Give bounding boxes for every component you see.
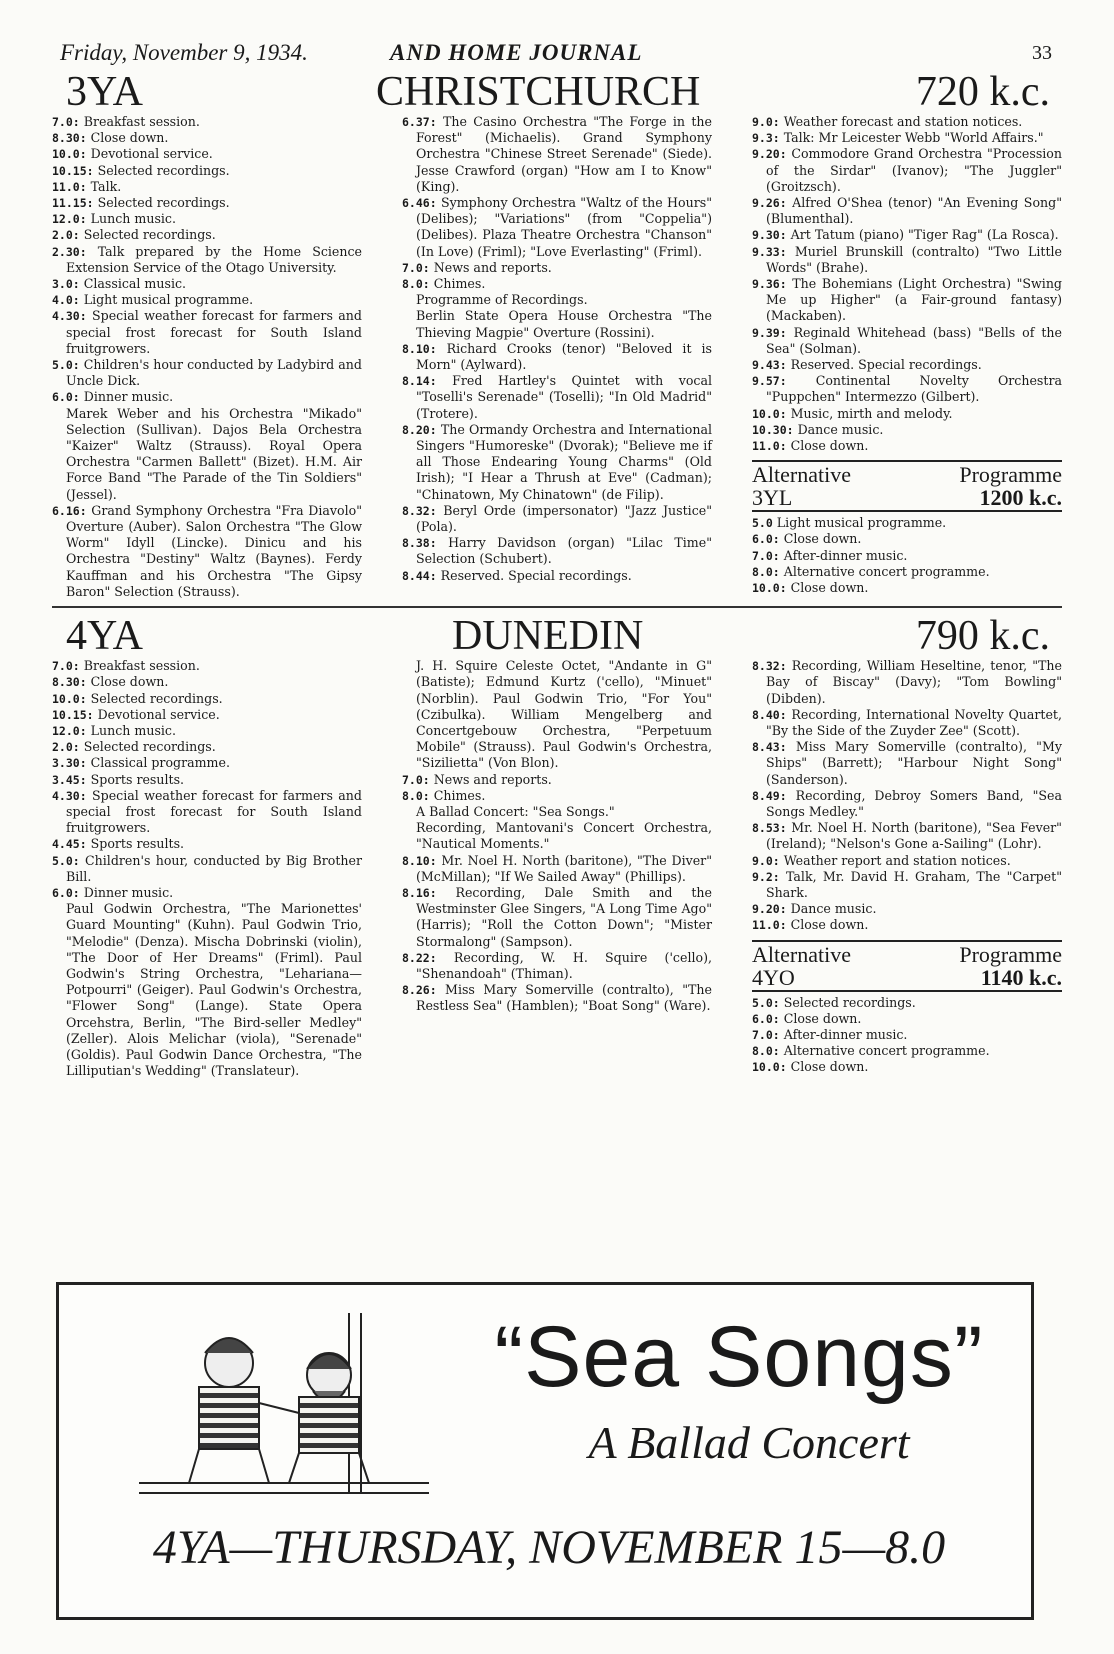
alt-programme-list — [752, 995, 1062, 1076]
programme-text: Special weather forecast for farmers and special frost forecast for South Island fruitgrowers. — [66, 787, 362, 836]
programme-entry — [402, 276, 712, 292]
programme-list — [752, 658, 1062, 933]
programme-time: 10.0: — [752, 1060, 787, 1075]
programme-text: Sports results. — [90, 771, 185, 787]
programme-text: Close down. — [790, 580, 869, 596]
programme-entry — [52, 503, 362, 600]
programme-entry — [52, 406, 362, 503]
programme-time: 10.30: — [752, 422, 794, 437]
publication-title: AND HOME JOURNAL — [390, 40, 643, 65]
programme-text: Selected recordings. — [97, 195, 230, 211]
programme-text: Reginald Whitehead (bass) "Bells of the Sea" (Solman). — [766, 324, 1062, 356]
programme-entry — [752, 1043, 1062, 1059]
programme-time: 11.0: — [752, 439, 787, 454]
programme-text: Selected recordings. — [90, 690, 223, 706]
programme-time: 7.0: — [52, 115, 80, 129]
programme-entry — [752, 788, 1062, 820]
programme-text: Lunch music. — [90, 211, 176, 227]
programme-time: 5.0: — [52, 358, 80, 373]
programme-entry — [752, 901, 1062, 917]
programme-entry — [752, 227, 1062, 243]
programme-text: Breakfast session. — [83, 114, 200, 129]
programme-entry — [402, 772, 712, 788]
programme-time: 8.53: — [752, 821, 787, 836]
programme-entry — [752, 438, 1062, 454]
programme-text: News and reports. — [433, 771, 552, 787]
programme-time: 6.0: — [752, 1011, 780, 1026]
programme-entry — [752, 869, 1062, 901]
programme-entry — [752, 739, 1062, 788]
programme-time: 7.0: — [402, 772, 430, 787]
programme-text: Continental Novelty Orchestra "Puppchen" Intermezzo (Gilbert). — [766, 373, 1062, 405]
page — [52, 36, 1062, 1079]
programme-entry — [752, 580, 1062, 596]
programme-entry — [52, 244, 362, 276]
programme-entry — [52, 674, 362, 690]
programme-entry — [752, 995, 1062, 1011]
programme-entry — [52, 276, 362, 292]
programme-text: Weather report and station notices. — [783, 852, 1011, 868]
alt-word-alternative: Alternative — [752, 462, 851, 488]
programme-entry — [52, 292, 362, 308]
programme-text: J. H. Squire Celeste Octet, "Andante in G" (Batiste); Edmund Kurtz ('cello), "Minuet" (Norblin). Paul Godwin Trio, "For You" (Czibulka). William Mengelberg and Concertgebouw Orchestra, "Perpetuum Mobile" (Strauss). Paul Godwin's Orchestra, "Sizilietta" (Von Blon). — [416, 658, 712, 771]
programme-entry — [752, 917, 1062, 933]
programme-entry — [402, 535, 712, 567]
programme-text: Beryl Orde (impersonator) "Jazz Justice" (Pola). — [416, 502, 712, 535]
station-call-sign: 3YA — [66, 69, 144, 115]
programme-text: Breakfast session. — [83, 658, 200, 674]
programme-time: 9.0: — [752, 853, 780, 868]
programme-entry — [752, 406, 1062, 422]
programme-time: 8.32: — [752, 659, 787, 674]
programme-text: Art Tatum (piano) "Tiger Rag" (La Rosca). — [790, 227, 1059, 243]
programme-entry — [752, 373, 1062, 405]
alt-heading — [752, 464, 1062, 486]
programme-columns-4ya — [52, 658, 1062, 1079]
station-city: CHRISTCHURCH — [376, 69, 701, 115]
programme-time: 8.22: — [402, 950, 437, 965]
programme-text: The Bohemians (Light Orchestra) "Swing Me up Higher" (a Fair-ground fantasy) (Mackaben). — [766, 276, 1062, 324]
programme-text: A Ballad Concert: "Sea Songs." — [416, 803, 615, 819]
programme-entry — [52, 901, 362, 1079]
programme-entry — [402, 114, 712, 195]
alt-call-sign: 3YL — [752, 485, 793, 511]
programme-entry — [752, 244, 1062, 276]
programme-text: Close down. — [90, 130, 169, 146]
programme-time: 9.36: — [752, 277, 787, 292]
station-call-sign: 4YA — [66, 613, 144, 660]
programme-time: 9.3: — [752, 131, 780, 146]
programme-text: Talk. — [90, 178, 122, 194]
programme-text: Lunch music. — [90, 722, 176, 738]
programme-time: 10.0: — [752, 581, 787, 596]
programme-entry — [402, 292, 712, 308]
programme-entry — [52, 772, 362, 788]
programme-text: Paul Godwin Orchestra, "The Marionettes' Guard Mounting" (Kuhn). Paul Godwin Trio, "Melodie" (Denza). Mischa Dobrinski (violin), "The Door of Her Dreams" (Friml). Paul Godwin's String Orchestra, "Lehariana—Potpourri" (Geiger). Paul Godwin's Orchestra, "Flower Song" (Lange). State Opera Orcehstra, Berlin, "The Bird-seller Medley" (Zeller). Alois Melichar (viola), "Serenade" (Goldis). Paul Godwin Dance Orchestra, "The Lilliputian's Wedding" (Translateur). — [66, 901, 362, 1079]
programme-entry — [752, 1011, 1062, 1027]
programme-text: Sports results. — [90, 836, 185, 852]
programme-text: Talk, Mr. David H. Graham, The "Carpet" Shark. — [766, 868, 1062, 900]
programme-entry — [402, 260, 712, 276]
programme-text: Symphony Orchestra "Waltz of the Hours" (Delibes); "Variations" (from "Coppelia") (Delibes). Plaza Theatre Orchestra "Chanson" (In Love) (Friml); "Love Everlasting" (Friml). — [416, 195, 712, 259]
programme-text: Selected recordings. — [83, 739, 216, 755]
programme-entry — [752, 531, 1062, 547]
programme-text: Light musical programme. — [83, 292, 254, 308]
programme-text: Weather forecast and station notices. — [783, 114, 1023, 129]
programme-text: Dance music. — [797, 421, 884, 437]
programme-entry — [52, 114, 362, 130]
programme-entry — [52, 739, 362, 755]
programme-time: 9.2: — [752, 869, 780, 884]
programme-entry — [752, 820, 1062, 852]
programme-time: 8.43: — [752, 740, 787, 755]
programme-time: 2.0: — [52, 740, 80, 755]
page-number: 33 — [1032, 42, 1052, 64]
programme-column — [752, 658, 1062, 1079]
programme-text: Alternative concert programme. — [783, 1043, 990, 1059]
programme-text: Programme of Recordings. — [416, 292, 588, 308]
programme-entry — [52, 146, 362, 162]
programme-time: 4.30: — [52, 309, 87, 324]
programme-time: 12.0: — [52, 723, 87, 738]
programme-text: Selected recordings. — [83, 227, 216, 243]
alternative-programme-box — [752, 460, 1062, 596]
programme-text: Children's hour, conducted by Big Brother Bill. — [66, 852, 362, 884]
programme-time: 10.0: — [52, 147, 87, 162]
programme-text: Close down. — [783, 531, 862, 547]
programme-time: 6.16: — [52, 503, 87, 518]
programme-text: Commodore Grand Orchestra "Procession of the Sirdar" (Ivanov); "The Juggler" (Groitzsch). — [766, 146, 1062, 194]
programme-time: 7.0: — [402, 260, 430, 275]
programme-time: 8.0: — [402, 788, 430, 803]
programme-time: 3.0: — [52, 277, 80, 292]
programme-entry — [52, 885, 362, 901]
programme-entry — [752, 853, 1062, 869]
programme-entry — [402, 195, 712, 260]
programme-time: 8.0: — [402, 277, 430, 292]
programme-time: 9.30: — [752, 228, 787, 243]
programme-entry — [52, 227, 362, 243]
programme-time: 8.49: — [752, 788, 787, 803]
programme-time: 11.0: — [752, 918, 787, 933]
programme-text: Grand Symphony Orchestra "Fra Diavolo" Overture (Auber). Salon Orchestra "The Glow Worm" Idyll (Lincke). Dinicu and his Orchestra "Destiny" Waltz (Baynes). Ferdy Kauffman and his Orchestra "The Gipsy Baron" Selection (Strauss). — [66, 502, 362, 599]
programme-column — [52, 114, 362, 600]
programme-time: 8.10: — [402, 853, 437, 868]
programme-time: 5.0 — [752, 516, 773, 531]
sailors-illustration — [99, 1313, 459, 1503]
programme-time: 7.0: — [52, 659, 80, 674]
programme-entry — [52, 357, 362, 389]
programme-text: Music, mirth and melody. — [790, 405, 953, 421]
programme-text: Muriel Brunskill (contralto) "Two Little Words" (Brahe). — [766, 243, 1062, 275]
programme-text: Richard Crooks (tenor) "Beloved it is Morn" (Aylward). — [416, 340, 712, 373]
issue-date: Friday, November 9, 1934. — [60, 40, 308, 65]
programme-list — [752, 114, 1062, 454]
station-header-3ya — [52, 70, 1062, 114]
programme-text: Mr. Noel H. North (baritone), "The Diver" (McMillan); "If We Sailed Away" (Phillips). — [416, 852, 712, 884]
station-frequency: 720 k.c. — [915, 69, 1050, 115]
programme-text: The Ormandy Orchestra and International Singers "Humoreske" (Dvorak); "Believe me if all Those Endearing Young Charms" (Old Irish); "I Hear a Thrush at Eve" (Cadman); "Chinatown, My Chinatown" (de Filip). — [416, 421, 712, 502]
programme-text: News and reports. — [433, 259, 552, 275]
programme-text: Close down. — [90, 674, 169, 690]
programme-time: 5.0: — [52, 853, 80, 868]
programme-text: Close down. — [790, 917, 869, 933]
programme-time: 6.37: — [402, 115, 437, 129]
programme-time: 8.0: — [752, 1044, 780, 1059]
programme-text: Talk: Mr Leicester Webb "World Affairs." — [783, 130, 1044, 146]
programme-entry — [402, 885, 712, 950]
programme-text: Recording, Dale Smith and the Westminster Glee Singers, "A Long Time Ago" (Harris); "Roll the Cotton Down"; "Mister Stormalong" (Sampson). — [416, 884, 712, 949]
programme-time: 8.30: — [52, 675, 87, 690]
programme-text: Miss Mary Somerville (contralto), "The Restless Sea" (Hamblen); "Boat Song" (Ware). — [416, 982, 712, 1014]
station-city: DUNEDIN — [452, 613, 644, 660]
programme-text: Close down. — [790, 438, 869, 454]
programme-time: 6.0: — [752, 532, 780, 547]
programme-text: Dinner music. — [83, 884, 174, 900]
programme-text: Reserved. Special recordings. — [790, 357, 982, 373]
alt-word-programme: Programme — [959, 462, 1062, 488]
programme-entry — [752, 658, 1062, 707]
programme-time: 8.40: — [752, 707, 787, 722]
programme-time: 2.30: — [52, 244, 87, 259]
programme-text: Close down. — [783, 1010, 862, 1026]
programme-entry — [752, 515, 1062, 531]
programme-entry — [752, 422, 1062, 438]
alt-call-sign: 4YO — [752, 964, 795, 990]
programme-entry — [752, 357, 1062, 373]
programme-entry — [52, 723, 362, 739]
programme-time: 8.30: — [52, 131, 87, 146]
programme-text: Talk prepared by the Home Science Extension Service of the Otago University. — [66, 243, 362, 275]
sea-songs-advertisement — [56, 1282, 1034, 1620]
programme-time: 5.0: — [752, 995, 780, 1010]
programme-entry — [402, 503, 712, 535]
programme-entry — [52, 755, 362, 771]
programme-entry — [402, 341, 712, 373]
programme-text: Chimes. — [433, 276, 486, 292]
programme-entry — [752, 114, 1062, 130]
programme-text: Chimes. — [433, 787, 486, 803]
programme-text: Berlin State Opera House Orchestra "The Thieving Magpie" Overture (Rossini). — [416, 308, 712, 340]
programme-text: Children's hour conducted by Ladybird and Uncle Dick. — [66, 357, 362, 389]
programme-time: 4.0: — [52, 293, 80, 308]
programme-entry — [52, 389, 362, 405]
programme-entry — [752, 146, 1062, 195]
programme-text: Miss Mary Somerville (contralto), "My Ships" (Barrett); "Harbour Night Song" (Sanderson). — [766, 739, 1062, 787]
programme-entry — [752, 1059, 1062, 1075]
programme-time: 9.20: — [752, 147, 787, 162]
ad-footer: 4YA—THURSDAY, NOVEMBER 15—8.0 — [152, 1521, 946, 1574]
programme-time: 6.0: — [52, 390, 80, 405]
programme-entry — [752, 130, 1062, 146]
ad-subline: A Ballad Concert — [588, 1417, 910, 1468]
programme-text: The Casino Orchestra "The Forge in the Forest" (Michaelis). Grand Symphony Orchestra "Chinese Street Serenade" (Siede). Jesse Crawford (organ) "How am I to Know" (King). — [416, 114, 712, 194]
programme-entry — [52, 308, 362, 357]
programme-entry — [752, 276, 1062, 325]
programme-text: Light musical programme. — [776, 515, 947, 531]
programme-entry — [402, 373, 712, 422]
programme-time: 3.45: — [52, 772, 87, 787]
programme-time: 8.26: — [402, 983, 437, 998]
section-divider — [52, 606, 1062, 608]
programme-time: 9.20: — [752, 902, 787, 917]
programme-time: 7.0: — [752, 548, 780, 563]
programme-text: Reserved. Special recordings. — [440, 567, 632, 583]
programme-text: Dinner music. — [83, 389, 174, 405]
programme-column — [402, 658, 712, 1079]
programme-text: Classical music. — [83, 276, 187, 292]
programme-entry — [52, 130, 362, 146]
programme-entry — [752, 564, 1062, 580]
programme-time: 9.57: — [752, 374, 787, 389]
ad-headline: “Sea Songs” — [494, 1309, 984, 1405]
alt-subheading — [752, 966, 1062, 992]
programme-time: 8.0: — [752, 564, 780, 579]
programme-time: 8.44: — [402, 568, 437, 583]
programme-time: 10.0: — [52, 691, 87, 706]
programme-column — [752, 114, 1062, 600]
programme-time: 4.30: — [52, 788, 87, 803]
programme-entry — [52, 836, 362, 852]
alt-word-alternative: Alternative — [752, 941, 851, 967]
programme-text: Recording, International Novelty Quartet, "By the Side of the Zuyder Zee" (Scott). — [766, 706, 1062, 738]
programme-text: Recording, W. H. Squire ('cello), "Shenandoah" (Thiman). — [416, 949, 712, 981]
programme-entry — [402, 568, 712, 584]
programme-text: Marek Weber and his Orchestra "Mikado" Selection (Sullivan). Dajos Bela Orchestra "Kaizer" Waltz (Strauss). Royal Opera Orchestra "Carmen Ballett" (Bizet). H.M. Air Force Band "The Parade of the Tin Soldiers" (Jessel). — [66, 405, 362, 502]
programme-entry — [402, 308, 712, 340]
programme-entry — [52, 853, 362, 885]
programme-time: 3.30: — [52, 756, 87, 771]
programme-text: Classical programme. — [90, 755, 230, 771]
programme-columns-3ya — [52, 114, 1062, 600]
alt-frequency: 1140 k.c. — [980, 964, 1062, 990]
programme-time: 10.15: — [52, 707, 94, 722]
programme-text: Dance music. — [790, 901, 877, 917]
programme-time: 6.0: — [52, 885, 80, 900]
programme-entry — [52, 658, 362, 674]
programme-time: 10.0: — [752, 406, 787, 421]
programme-text: Alfred O'Shea (tenor) "An Evening Song" (Blumenthal). — [766, 195, 1062, 227]
alternative-programme-box — [752, 940, 1062, 1076]
programme-time: 12.0: — [52, 212, 87, 227]
programme-entry — [402, 788, 712, 804]
running-head — [52, 36, 1062, 70]
programme-entry — [752, 707, 1062, 739]
programme-time: 8.20: — [402, 422, 437, 437]
alt-subheading — [752, 486, 1062, 512]
programme-entry — [752, 195, 1062, 227]
programme-time: 8.38: — [402, 536, 437, 551]
programme-entry — [52, 691, 362, 707]
station-header-4ya — [52, 614, 1062, 658]
programme-time: 11.0: — [52, 179, 87, 194]
programme-entry — [752, 548, 1062, 564]
programme-time: 9.43: — [752, 358, 787, 373]
programme-entry — [402, 950, 712, 982]
programme-time: 6.46: — [402, 196, 437, 211]
programme-entry — [402, 422, 712, 503]
programme-entry — [752, 325, 1062, 357]
programme-time: 8.10: — [402, 341, 437, 356]
programme-text: After-dinner music. — [783, 547, 908, 563]
programme-time: 8.32: — [402, 503, 437, 518]
programme-text: Alternative concert programme. — [783, 563, 990, 579]
programme-entry — [402, 853, 712, 885]
programme-text: Devotional service. — [97, 706, 220, 722]
programme-entry — [402, 804, 712, 820]
alt-frequency: 1200 k.c. — [979, 485, 1062, 511]
programme-entry — [402, 820, 712, 852]
programme-entry — [752, 1027, 1062, 1043]
alt-word-programme: Programme — [959, 941, 1062, 967]
programme-time: 8.16: — [402, 885, 437, 900]
programme-entry — [52, 788, 362, 837]
programme-text: Harry Davidson (organ) "Lilac Time" Selection (Schubert). — [416, 535, 712, 567]
programme-text: Recording, Mantovani's Concert Orchestra, "Nautical Moments." — [416, 820, 712, 852]
programme-time: 8.14: — [402, 374, 437, 389]
programme-time: 4.45: — [52, 837, 87, 852]
programme-time: 7.0: — [752, 1027, 780, 1042]
programme-text: Recording, William Heseltine, tenor, "The Bay of Biscay" (Davy); "Tom Bowling" (Dibden). — [766, 658, 1062, 706]
programme-text: Recording, Debroy Somers Band, "Sea Songs Medley." — [766, 787, 1062, 819]
programme-entry — [52, 179, 362, 195]
programme-entry — [52, 163, 362, 179]
programme-column — [402, 114, 712, 600]
programme-text: Devotional service. — [90, 146, 213, 162]
programme-time: 11.15: — [52, 196, 94, 211]
programme-text: Selected recordings. — [97, 162, 230, 178]
programme-entry — [52, 195, 362, 211]
programme-text: Mr. Noel H. North (baritone), "Sea Fever" (Ireland); "Nelson's Gone a-Sailing" (Lohr). — [766, 820, 1062, 852]
programme-entry — [52, 707, 362, 723]
programme-text: Selected recordings. — [783, 994, 916, 1010]
alt-programme-list — [752, 515, 1062, 596]
alt-heading — [752, 941, 1062, 967]
programme-text: Fred Hartley's Quintet with vocal "Toselli's Serenade" (Toselli); "In Old Madrid" (Trotere). — [416, 373, 712, 421]
programme-text: After-dinner music. — [783, 1026, 908, 1042]
programme-time: 9.0: — [752, 115, 780, 129]
programme-text: Close down. — [790, 1059, 869, 1075]
programme-time: 9.26: — [752, 196, 787, 211]
station-frequency: 790 k.c. — [915, 613, 1050, 660]
programme-time: 9.39: — [752, 325, 787, 340]
programme-column — [52, 658, 362, 1079]
programme-time: 10.15: — [52, 163, 94, 178]
programme-entry — [402, 658, 712, 771]
programme-time: 9.33: — [752, 244, 787, 259]
programme-time: 2.0: — [52, 228, 80, 243]
programme-entry — [402, 982, 712, 1014]
programme-text: Special weather forecast for farmers and special frost forecast for South Island fruitgrowers. — [66, 308, 362, 356]
programme-entry — [52, 211, 362, 227]
